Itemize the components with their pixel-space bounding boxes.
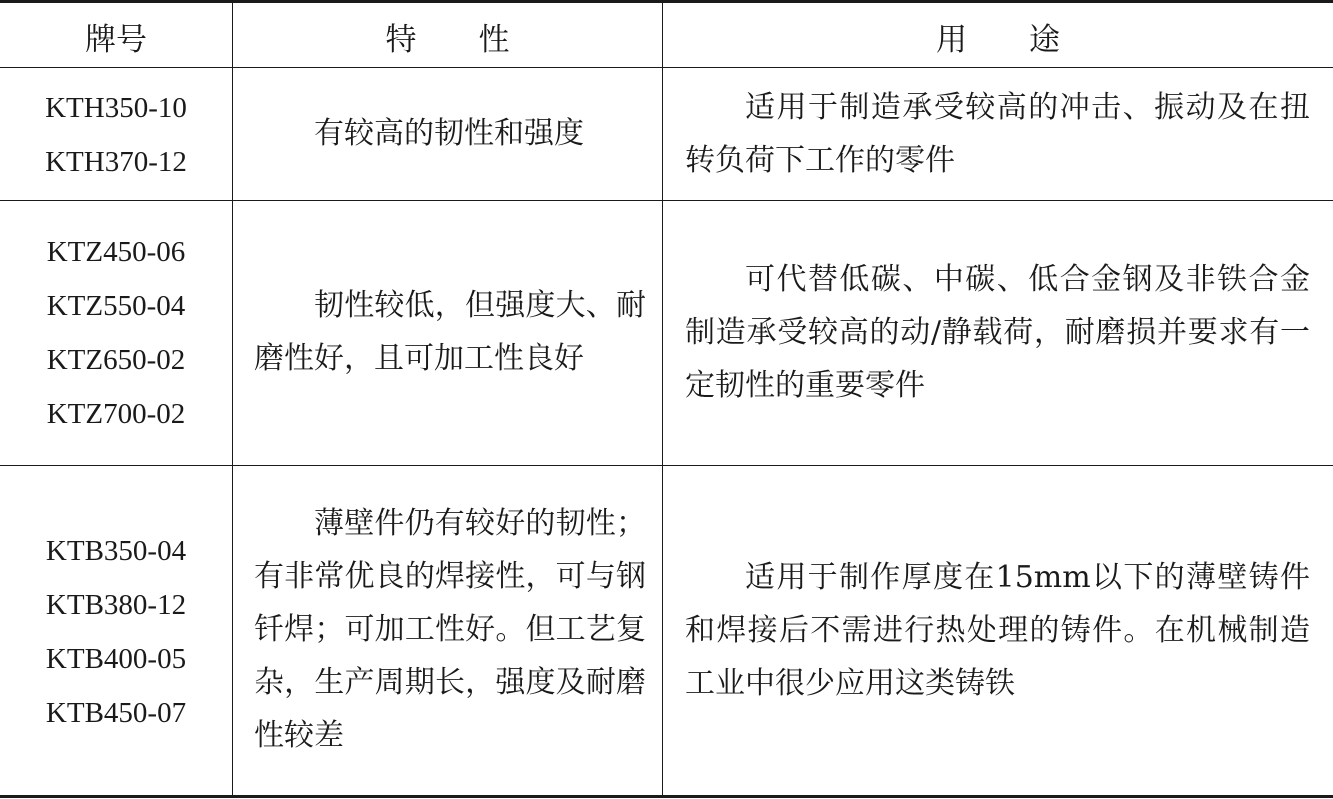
table-row-1-property: 有较高的韧性和强度 [314,116,584,151]
table-row-1-grades [0,81,232,189]
table-row-2-grades [0,225,232,441]
table-row-1-usage: 适用于制造承受较高的冲击、振动及在扭转负荷下工作的零件 [685,90,1310,178]
grade-code: KTB450-07 [45,697,187,729]
table-row-3-grades [0,524,232,740]
row-divider [0,465,1333,466]
grade-code: KTZ650-02 [46,344,186,376]
table-row-2-property: 韧性较低，但强度大、耐磨性好，且可加工性良好 [254,288,646,376]
grade-code: KTB350-04 [45,535,187,567]
table-row-3-property: 薄壁件仍有较好的韧性；有非常优良的焊接性，可与钢钎焊；可加工性好。但工艺复杂，生产周期长，强度及耐磨性较差 [254,506,646,753]
header-divider [0,67,1333,68]
grade-code: KTH370-12 [45,146,187,178]
row-divider [0,200,1333,201]
table-top-border [0,0,1333,3]
column-divider [232,0,233,798]
grade-code: KTZ700-02 [46,398,186,430]
column-divider [662,0,663,798]
header-usage: 用 途 [936,22,1060,58]
table-row-2-usage: 可代替低碳、中碳、低合金钢及非铁合金制造承受较高的动/静载荷，耐磨损并要求有一定韧性的重要零件 [685,262,1310,403]
header-property: 特 性 [385,22,510,58]
header-grade: 牌号 [85,22,147,58]
grade-code: KTB400-05 [45,643,187,675]
table-bottom-border [0,795,1333,798]
table-row-3-usage: 适用于制作厚度在15mm以下的薄壁铸件和焊接后不需进行热处理的铸件。在机械制造工业中很少应用这类铸铁 [685,560,1310,701]
grade-code: KTB380-12 [45,589,187,621]
grade-code: KTZ450-06 [46,236,186,268]
grade-code: KTZ550-04 [46,290,186,322]
grade-code: KTH350-10 [45,92,187,124]
